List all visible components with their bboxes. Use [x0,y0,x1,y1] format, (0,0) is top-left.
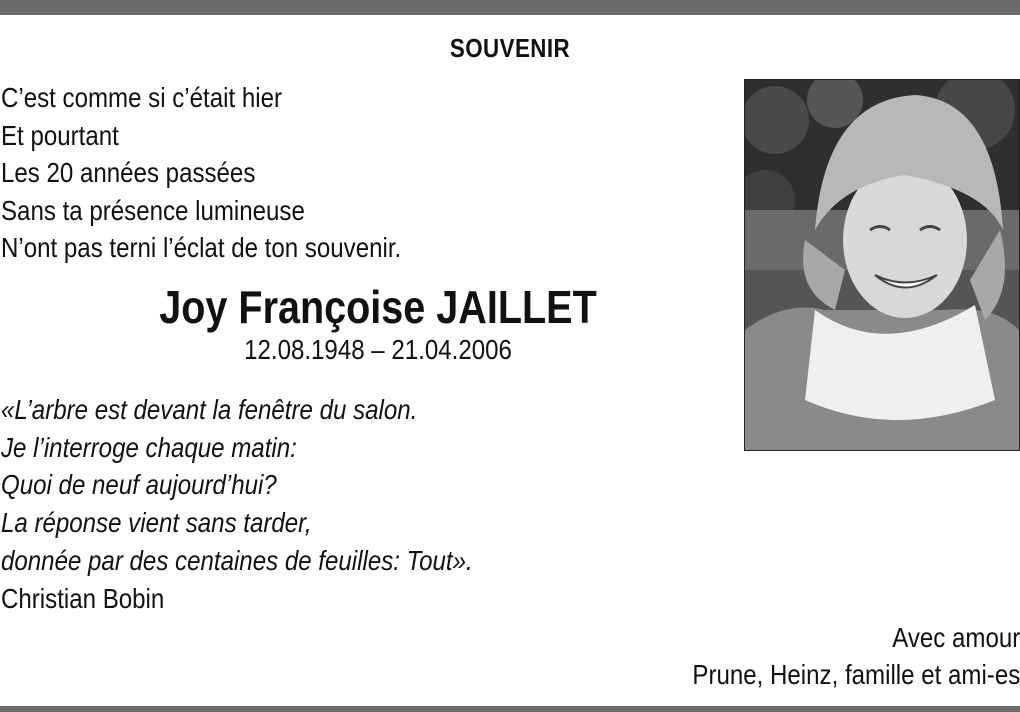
notice-heading: SOUVENIR [449,33,571,63]
poem-line: C’est comme si c’était hier [1,82,283,113]
signature-greeting: Avec amour [891,622,1020,653]
quote-line: «L’arbre est devant la fenêtre du salon. [1,394,418,425]
poem-line: Et pourtant [1,119,119,151]
deceased-name: Joy Françoise JAILLET [159,281,597,333]
poem [1,79,401,267]
quote-line: La réponse vient sans tarder, [1,507,312,539]
quote-line: Quoi de neuf aujourd’hui? [1,469,277,501]
bottom-rule [0,706,1020,712]
signature-block [692,619,1020,693]
poem-line: N’ont pas terni l’éclat de ton souvenir. [1,232,402,263]
life-dates: 12.08.1948 – 21.04.2006 [244,334,512,365]
portrait-icon [745,80,1019,450]
quote-author: Christian Bobin [1,582,165,614]
portrait-photo [744,79,1020,451]
signature-names: Prune, Heinz, famille et ami-es [692,659,1020,690]
quote-line: Je l’interroge chaque matin: [1,431,297,463]
poem-line: Les 20 années passées [1,157,256,188]
poem-line: Sans ta présence lumineuse [1,194,305,226]
quote-line: donnée par des centaines de feuilles: Tout». [1,544,473,576]
quote-block [1,391,473,617]
top-rule [0,0,1020,15]
